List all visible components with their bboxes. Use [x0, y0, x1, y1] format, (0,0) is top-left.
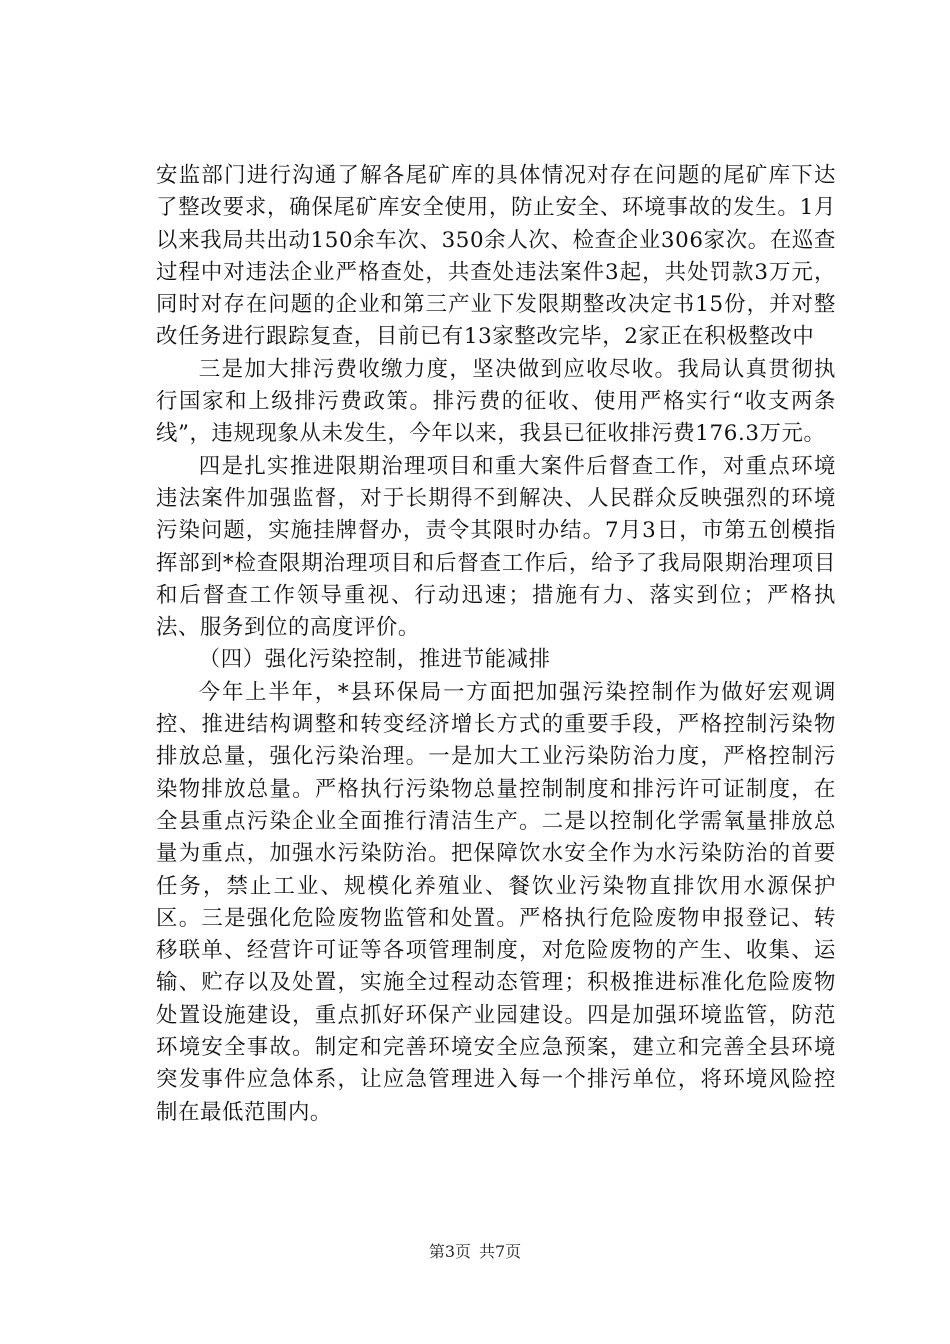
- paragraph-pollution-control: 今年上半年，*县环保局一方面把加强污染控制作为做好宏观调控、推进结构调整和转变经济增长方式的重要手段，严格控制污染物排放总量，强化污染治理。一是加大工业污染防治力度，严格控制污染物排放总量。严格执行污染物总量控制制度和排污许可证制度，在全县重点污染企业全面推行清洁生产。二是以控制化学需氧量排放总量为重点，加强水污染防治。把保障饮水安全作为水污染防治的首要任务，禁止工业、规模化养殖业、餐饮业污染物直排饮用水源保护区。三是强化危险废物监管和处置。严格执行危险废物申报登记、转移联单、经营许可证等各项管理制度，对危险废物的产生、收集、运输、贮存以及处置，实施全过程动态管理；积极推进标准化危险废物处置设施建设，重点抓好环保产业园建设。四是加强环境监管，防范环境安全事故。制定和完善环境安全应急预案，建立和完善全县环境突发事件应急体系，让应急管理进入每一个排污单位，将环境风险控制在最低范围内。: [156, 679, 836, 1125]
- paragraph-supervision: 四是扎实推进限期治理项目和重大案件后督查工作，对重点环境违法案件加强监督，对于长期得不到解决、人民群众反映强烈的环境污染问题，实施挂牌督办，责令其限时办结。7月3日，市第五创模指挥部到*检查限期治理项目和后督查工作后，给予了我局限期治理项目和后督查工作领导重视、行动迅速；措施有力、落实到位；严格执法、服务到位的高度评价。: [156, 453, 836, 641]
- page-total: 共7页: [479, 1242, 522, 1261]
- page-footer: [0, 1242, 950, 1262]
- document-body: [156, 160, 836, 1129]
- page-number: 第3页: [428, 1242, 471, 1261]
- paragraph-pollution-fee: 三是加大排污费收缴力度，坚决做到应收尽收。我局认真贯彻执行国家和上级排污费政策。排污费的征收、使用严格实行“收支两条线”，违规现象从未发生，今年以来，我县已征收排污费176.3万元。: [156, 356, 836, 447]
- section-heading: （四）强化污染控制，推进节能减排: [198, 647, 551, 673]
- paragraph-continuation: 安监部门进行沟通了解各尾矿库的具体情况对存在问题的尾矿库下达了整改要求，确保尾矿库安全使用，防止安全、环境事故的发生。1月以来我局共出动150余车次、350余人次、检查企业306家次。在巡查过程中对违法企业严格查处，共查处违法案件3起，共处罚款3万元，同时对存在问题的企业和第三产业下发限期整改决定书15份，并对整改任务进行跟踪复查，目前已有13家整改完毕，2家正在积极整改中: [156, 163, 836, 350]
